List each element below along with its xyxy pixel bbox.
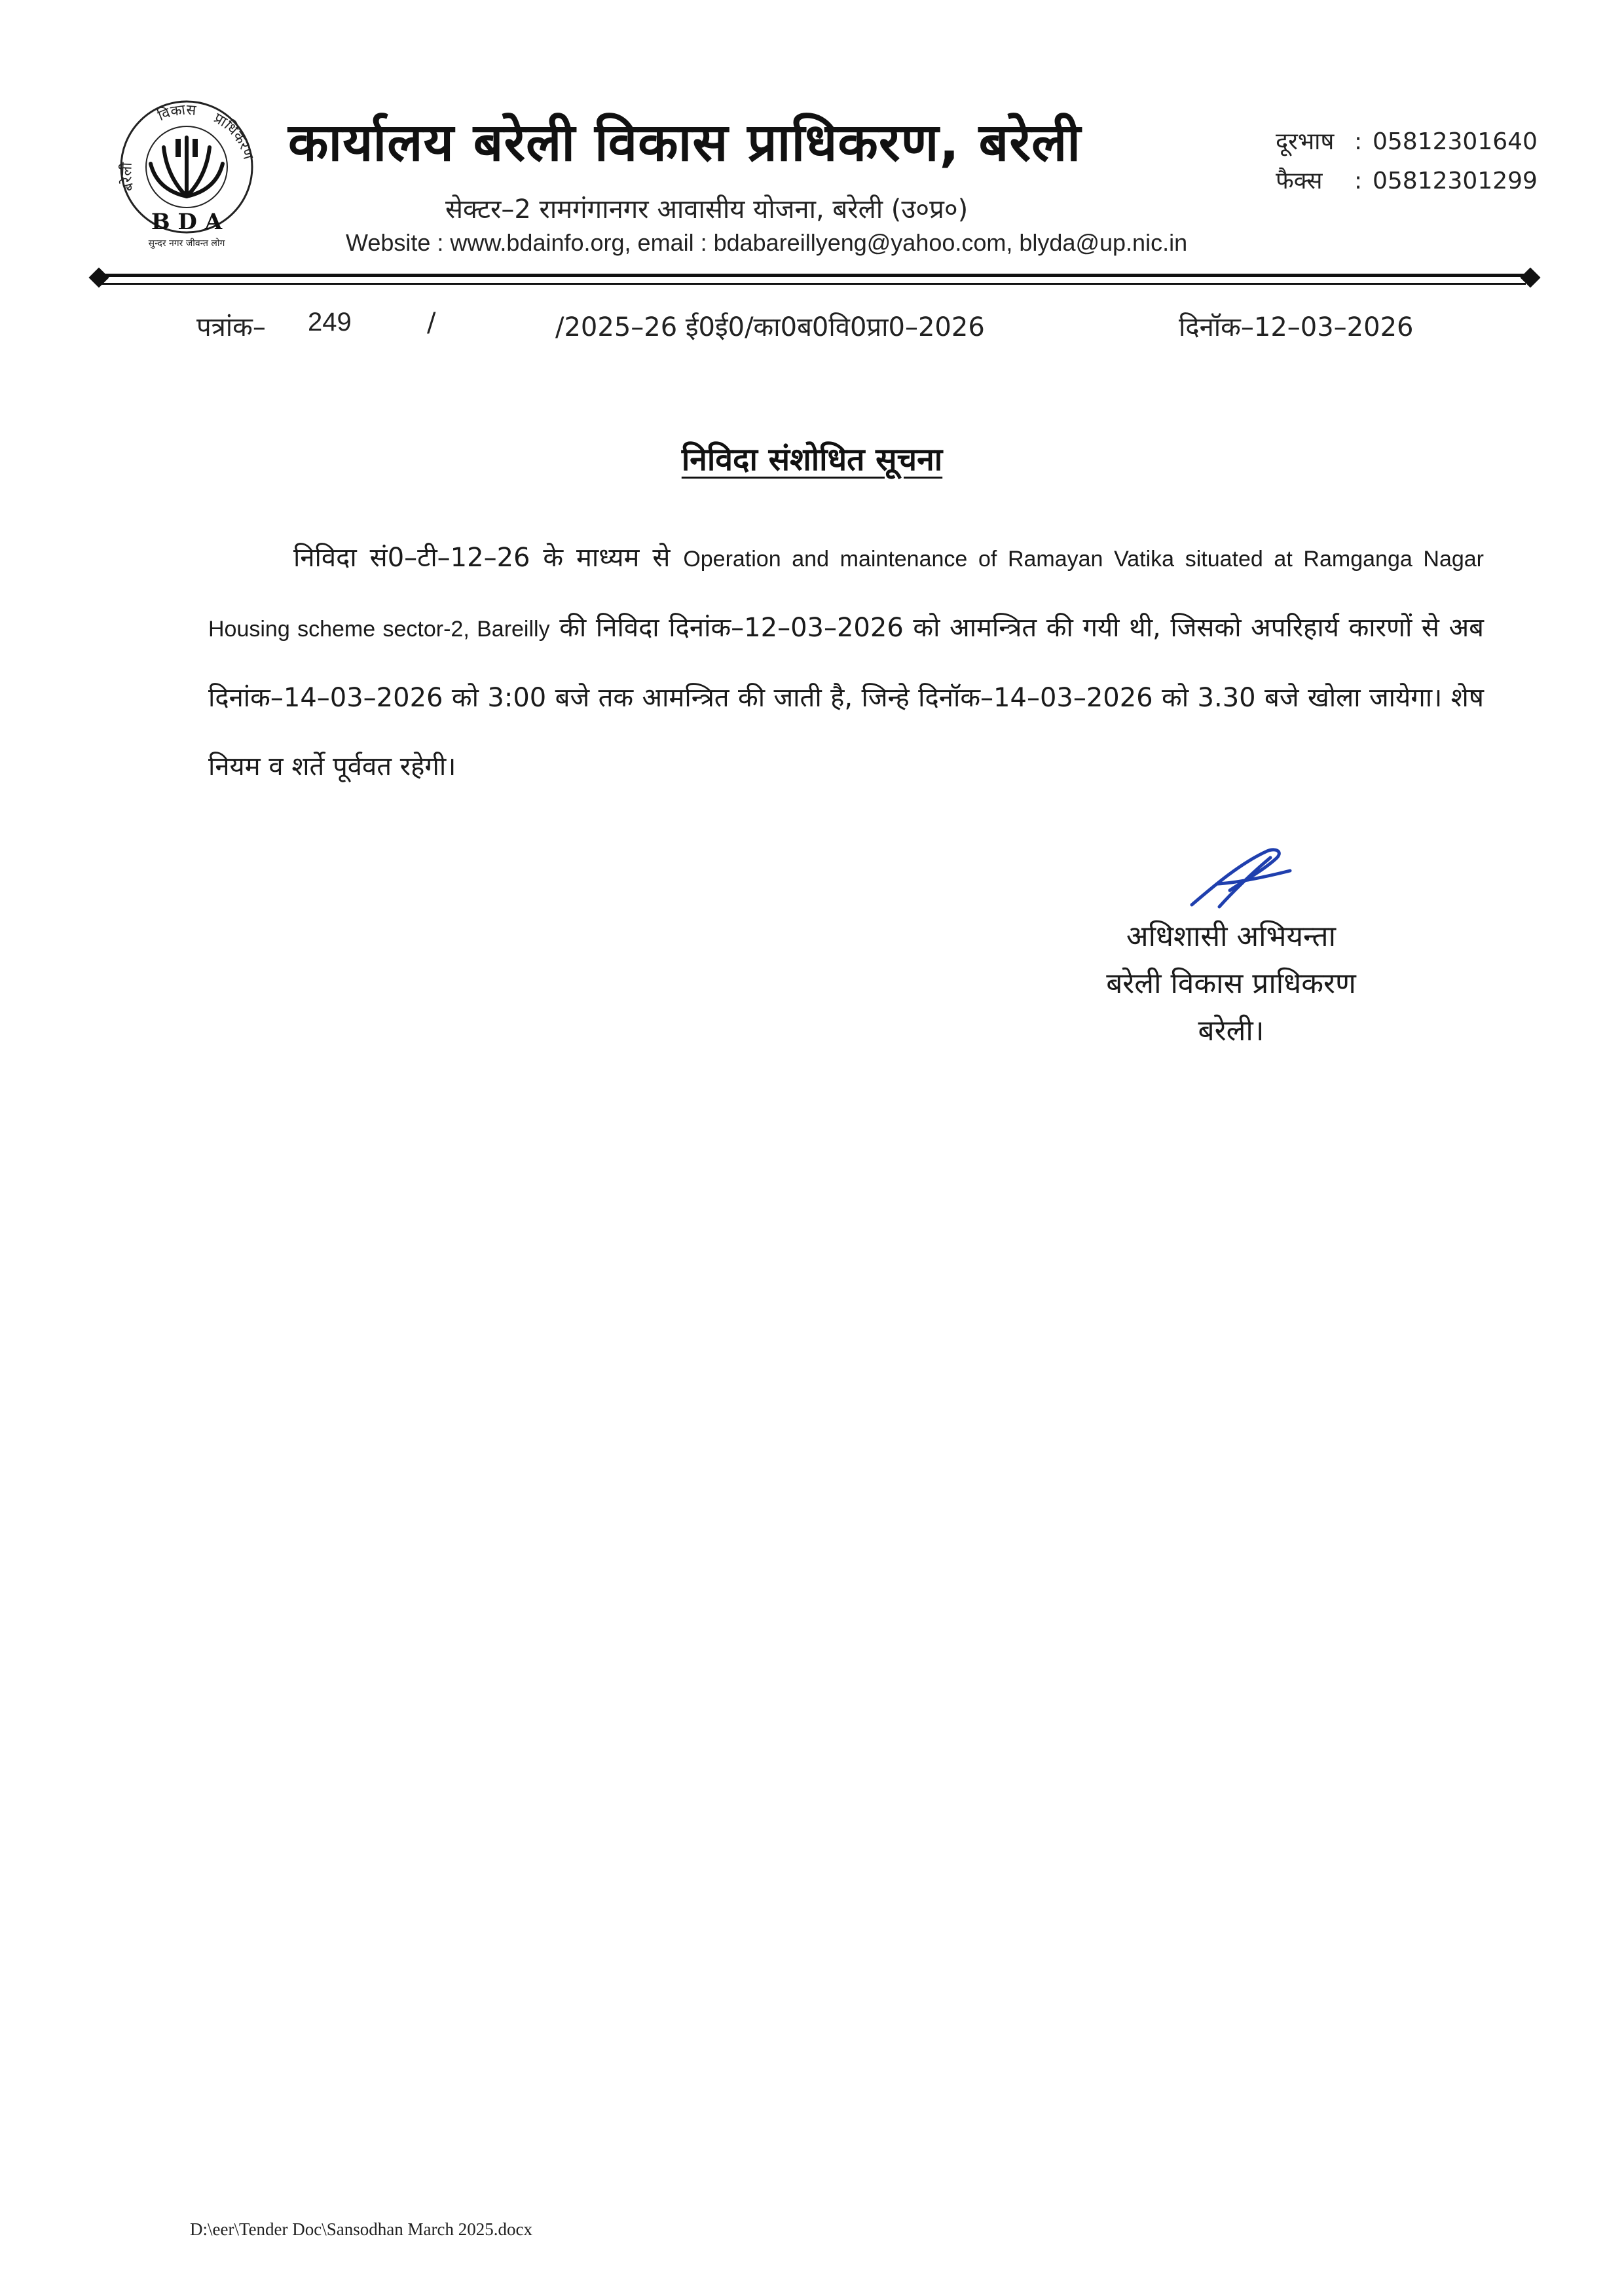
footer-file-path: D:\eer\Tender Doc\Sansodhan March 2025.docx xyxy=(190,2219,532,2239)
svg-text:प्राधिकरण: प्राधिकरण xyxy=(211,110,257,162)
signatory-city: बरेली। xyxy=(1198,1014,1264,1048)
svg-text:B D A: B D A xyxy=(151,209,223,235)
fax-row xyxy=(1276,164,1538,196)
fax-separator: : xyxy=(1354,168,1363,194)
signature-mark xyxy=(1179,845,1297,917)
notice-subject-text: निविदा संशोधित सूचना xyxy=(681,441,943,478)
letter-reference-code: /2025–26 ई0ई0/का0ब0वि0प्रा0–2026 xyxy=(555,312,985,342)
body-part-2: की निविदा दिनांक–12–03–2026 को आमन्त्रित की गयी थी, जिसको अपरिहार्य कारणों से अब दिनांक–14–03–2026 को 3:00 बजे तक आमन्त्रित की जाती है, जिन्हे दिनॉक–14–03–2026 को 3.30 बजे खोला जायेगा। शेष नियम व शर्ते पूर्ववत रहेगी। xyxy=(208,613,1484,782)
body-english-work-title: Operation and maintenance of Ramayan Vatika situated at Ramganga Nagar Housing scheme sector-2, Bareilly xyxy=(208,547,1484,642)
fax-number: 05812301299 xyxy=(1373,168,1538,194)
bda-logo-emblem xyxy=(105,92,268,249)
header-rule-top xyxy=(98,274,1526,277)
signatory-organization: बरेली विकास प्राधिकरण xyxy=(1106,967,1356,1000)
signatory-block xyxy=(1061,913,1401,1055)
phone-row xyxy=(1276,124,1538,156)
letter-number-slash: / xyxy=(427,308,436,338)
letter-date: दिनॉक–12–03–2026 xyxy=(1179,312,1414,342)
letter-number: 249 xyxy=(308,308,352,337)
office-address: सेक्टर–2 रामगंगानगर आवासीय योजना, बरेली (उ०प्र०) xyxy=(445,194,969,225)
notice-body xyxy=(208,524,1484,801)
phone-number: 05812301640 xyxy=(1373,128,1538,155)
office-title: कार्यालय बरेली विकास प्राधिकरण, बरेली xyxy=(288,112,1082,173)
svg-text:विकास: विकास xyxy=(155,101,197,125)
notice-subject xyxy=(0,437,1624,480)
phone-label: दूरभाष xyxy=(1276,128,1335,155)
header-rule-bottom xyxy=(98,283,1526,285)
website-email-line: Website : www.bdainfo.org, email : bdabareillyeng@yahoo.com, blyda@up.nic.in xyxy=(346,229,1188,256)
fax-label: फैक्स xyxy=(1276,168,1323,194)
svg-text:सुन्दर नगर जीवन्त लोग: सुन्दर नगर जीवन्त लोग xyxy=(148,238,225,249)
phone-separator: : xyxy=(1354,128,1363,155)
body-part-1: निविदा सं0–टी–12–26 के माध्यम से xyxy=(293,543,684,573)
signatory-designation: अधिशासी अभियन्ता xyxy=(1126,920,1336,953)
letter-number-label: पत्रांक– xyxy=(196,312,266,342)
svg-text:बरेली: बरेली xyxy=(119,162,138,194)
